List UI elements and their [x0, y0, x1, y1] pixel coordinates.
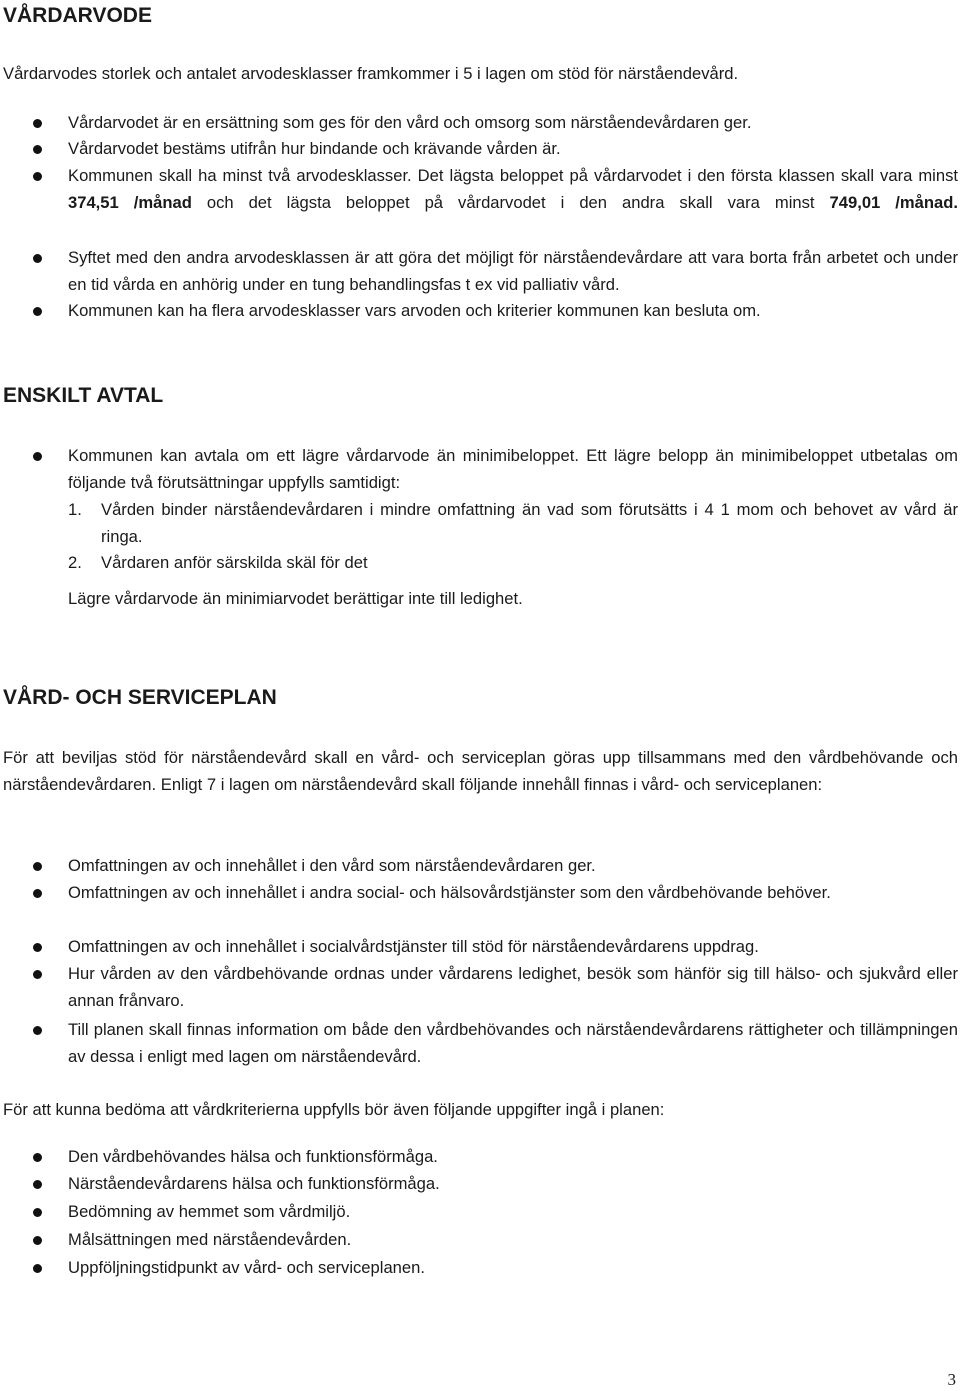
list-item: Uppföljningstidpunkt av vård- och serviceplanen. — [68, 1258, 425, 1277]
bullet-icon — [33, 862, 42, 871]
paragraph: Lägre vårdarvode än minimiarvodet berättigar inte till ledighet. — [68, 589, 523, 608]
list-item-text: och det lägsta beloppet på vårdarvodet i den andra skall vara minst — [191, 192, 830, 212]
bullet-icon — [33, 1153, 42, 1162]
bullet-icon — [33, 1236, 42, 1245]
bullet-icon — [33, 943, 42, 952]
paragraph: För att kunna bedöma att vårdkriterierna uppfylls bör även följande uppgifter ingå i planen: — [3, 1100, 665, 1119]
list-item — [68, 163, 958, 243]
list-item: Vårdarvodet är en ersättning som ges för den vård och omsorg som närståendevårdaren ger. — [68, 113, 752, 132]
list-item: Kommunen kan avtala om ett lägre vårdarvode än minimibeloppet. Ett lägre belopp än minimibeloppet utbetalas om följande två förutsättningar uppfylls samtidigt: — [68, 446, 958, 492]
list-item: Till planen skall finnas information om både den vårdbehövandes och närståendevårdarens rättigheter och tillämpningen av dessa i enligt med lagen om närståendevård. — [68, 1020, 958, 1066]
bullet-icon — [33, 970, 42, 979]
bullet-icon — [33, 1026, 42, 1035]
list-item: Målsättningen med närståendevården. — [68, 1230, 352, 1249]
numbered-item-number: 1. — [68, 500, 82, 519]
bullet-icon — [33, 254, 42, 263]
list-item: Kommunen kan ha flera arvodesklasser vars arvoden och kriterier kommunen kan besluta om. — [68, 301, 761, 320]
heading-enskilt-avtal: ENSKILT AVTAL — [3, 384, 164, 407]
bullet-icon — [33, 1208, 42, 1217]
amount-second-class: 749,01 /månad. — [829, 192, 958, 212]
numbered-item-text: Vården binder närståendevårdaren i mindre omfattning än vad som förutsätts i 4 1 mom och behovet av vård är ringa. — [101, 500, 958, 546]
amount-first-class: 374,51 /månad — [68, 192, 192, 212]
list-item: Omfattningen av och innehållet i andra social- och hälsovårdstjänster som den vårdbehövande behöver. — [68, 883, 831, 902]
bullet-icon — [33, 1264, 42, 1273]
list-item: Bedömning av hemmet som vårdmiljö. — [68, 1202, 351, 1221]
bullet-icon — [33, 172, 42, 181]
page-number: 3 — [947, 1370, 956, 1389]
list-item: Syftet med den andra arvodesklassen är att göra det möjligt för närståendevårdare att vara borta från arbetet och under en tid vårda en anhörig under en tung behandlingsfas t ex vid palliativ vård. — [68, 248, 958, 294]
list-item: Den vårdbehövandes hälsa och funktionsförmåga. — [68, 1147, 438, 1166]
bullet-icon — [33, 452, 42, 461]
list-item: Hur vården av den vårdbehövande ordnas under vårdarens ledighet, besök som hänför sig till hälso- och sjukvård eller annan frånvaro. — [68, 964, 958, 1010]
bullet-icon — [33, 119, 42, 128]
paragraph: För att beviljas stöd för närståendevård skall en vård- och serviceplan göras upp tillsammans med den vårdbehövande och närståendevårdaren. Enligt 7 i lagen om närståendevård skall följande innehåll finnas i vård- och serviceplanen: — [3, 748, 958, 794]
numbered-item-number: 2. — [68, 553, 82, 572]
intro-paragraph: Vårdarvodes storlek och antalet arvodesklasser framkommer i 5 i lagen om stöd för närståendevård. — [3, 64, 739, 83]
list-item: Närståendevårdarens hälsa och funktionsförmåga. — [68, 1174, 440, 1193]
bullet-icon — [33, 145, 42, 154]
list-item: Omfattningen av och innehållet i den vård som närståendevårdaren ger. — [68, 856, 596, 875]
heading-vard-och-serviceplan: VÅRD- OCH SERVICEPLAN — [3, 686, 277, 709]
list-item: Omfattningen av och innehållet i socialvårdstjänster till stöd för närståendevårdarens uppdrag. — [68, 937, 759, 956]
list-item-text: Kommunen skall ha minst två arvodesklasser. Det lägsta beloppet på vårdarvodet i den första klassen skall vara minst — [68, 166, 958, 185]
bullet-icon — [33, 1180, 42, 1189]
numbered-item-text: Vårdaren anför särskilda skäl för det — [101, 553, 368, 572]
heading-vardarvode: VÅRDARVODE — [3, 4, 152, 27]
list-item: Vårdarvodet bestäms utifrån hur bindande och krävande vården är. — [68, 139, 561, 158]
bullet-icon — [33, 889, 42, 898]
bullet-icon — [33, 307, 42, 316]
